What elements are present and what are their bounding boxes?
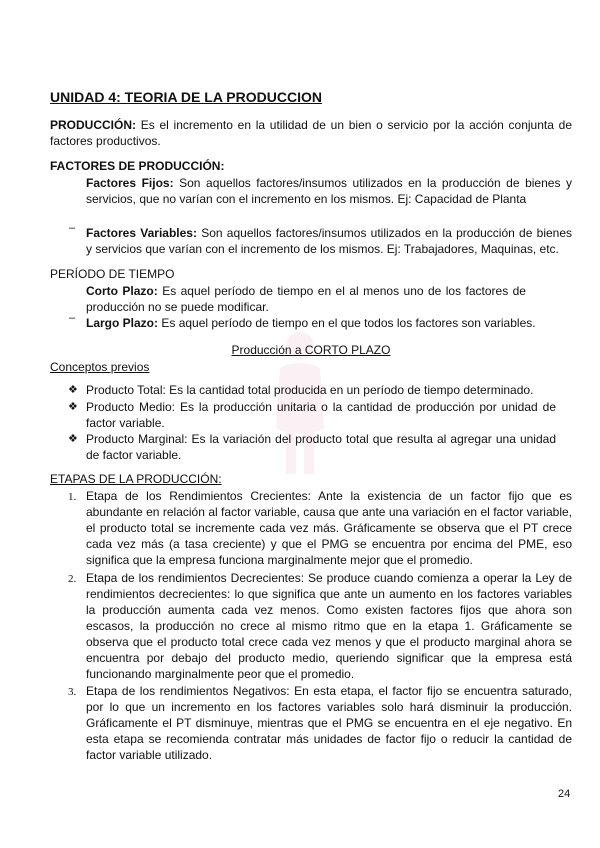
largo-plazo-term: Largo Plazo:: [86, 316, 159, 330]
page-number: 24: [558, 788, 571, 800]
diamond-bullet-icon: ❖: [68, 384, 78, 396]
factor-fijo-item: [86, 175, 572, 207]
factor-variable-item: [86, 225, 572, 257]
dash-bullet-icon: –: [69, 312, 76, 324]
etapas-heading: ETAPAS DE LA PRODUCCIÓN:: [50, 472, 222, 486]
factor-variable-term: Factores Variables:: [86, 226, 197, 240]
diamond-bullet-icon: ❖: [68, 401, 78, 413]
factor-fijo-term: Factores Fijos:: [86, 176, 174, 190]
etapa-number: 3.: [68, 686, 77, 698]
concepto-item: Producto Medio: Es la producción unitaria o la cantidad de producción por unidad de factor variable.: [86, 400, 556, 430]
etapa-item: Etapa de los rendimientos Negativos: En esta etapa, el factor fijo se encuentra saturado, por lo que un incremento en los factores variables solo hará disminuir la producción. Gráficamente el PT disminuye, mientras que el PMG se encuentra en el eje negativo. En esta etapa se recomienda contratar más unidades de factor fijo o reducir la cantidad de factor variable utilizado.: [86, 684, 572, 762]
produccion-text: Es el incremento en la utilidad de un bien o servicio por la acción conjunta de factores productivos.: [50, 118, 572, 148]
etapa-item: Etapa de los rendimientos Decrecientes: Se produce cuando comienza a operar la Ley de rendimientos decrecientes: lo que significa que ante un aumento en los factores variables la producción aumenta cada vez menos. Como existen factores fijos que ahora son escasos, la producción no crece al mismo ritmo que en la etapa 1. Gráficamente se observa que el producto total crece cada vez menos y que el producto marginal ahora se encuentra por debajo del producto medio, queriendo significar que la empresa está funcionando marginalmente peor que el promedio.: [86, 571, 572, 681]
factor-fijo-text: Son aquellos factores/insumos utilizados en la producción de bienes y servicios, que no varían con el incremento en los mismos. Ej: Capacidad de Planta: [86, 176, 572, 206]
largo-plazo-text: Es aquel período de tiempo en el que todos los factores son variables.: [158, 316, 536, 330]
page-title: UNIDAD 4: TEORIA DE LA PRODUCCION: [50, 89, 322, 105]
conceptos-heading: Conceptos previos: [50, 360, 150, 374]
concepto-item: Producto Total: Es la cantidad total producida en un período de tiempo determinado.: [86, 383, 534, 397]
largo-plazo-item: [86, 315, 572, 331]
corto-plazo-item: [86, 283, 526, 315]
factor-variable-text: Son aquellos factores/insumos utilizados en la producción de bienes y servicios que varían con el incremento de los mismos. Ej: Trabajadores, Maquinas, etc.: [86, 226, 573, 256]
corto-plazo-text: Es aquel período de tiempo en el al menos uno de los factores de producción no se puede modificar.: [86, 284, 526, 314]
concepto-item: Producto Marginal: Es la variación del producto total que resulta al agregar una unidad de factor variable.: [86, 432, 556, 462]
etapa-number: 1.: [68, 491, 77, 503]
etapa-number: 2.: [68, 573, 77, 585]
periodo-heading: PERÍODO DE TIEMPO: [50, 267, 175, 281]
corto-plazo-heading: Producción a CORTO PLAZO: [231, 343, 391, 357]
diamond-bullet-icon: ❖: [68, 433, 78, 445]
etapa-item: Etapa de los Rendimientos Crecientes: Ante la existencia de un factor fijo que es abundante en relación al factor variable, causa que ante una variación en el factor variable, el producto total se incremente cada vez más. Gráficamente se observa que el PT crece cada vez más (a tasa creciente) y que el PMG se encuentra por encima del PME, eso significa que la empresa funciona marginalmente mejor que el promedio.: [86, 489, 572, 567]
factores-heading: FACTORES DE PRODUCCIÓN:: [50, 159, 225, 173]
produccion-term: PRODUCCIÓN:: [50, 118, 136, 132]
produccion-definition: [50, 117, 572, 149]
corto-plazo-term: Corto Plazo:: [86, 284, 158, 298]
dash-bullet-icon: –: [69, 222, 76, 234]
